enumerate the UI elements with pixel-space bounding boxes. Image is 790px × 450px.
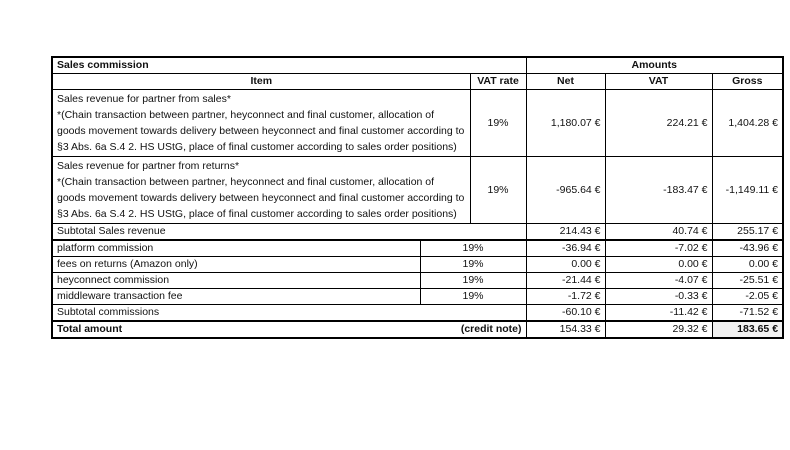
item-note: *(Chain transaction between partner, heyconnect and final customer, allocation of goods movement towards delivery between heyconnect and final customer according to §3 Abs. 6a S.4 2. HS UStG, place of final customer according to sales order positions) [57, 176, 465, 220]
item-title: Sales revenue for partner from sales* [57, 93, 231, 105]
table-row [52, 257, 783, 273]
vat-cell: -7.02 € [605, 240, 712, 257]
table-row [52, 289, 783, 305]
net-cell: 154.33 € [526, 321, 605, 338]
header-net: Net [526, 74, 605, 90]
vat-rate-cell: 19% [420, 257, 526, 273]
item-cell: middleware transaction fee [52, 289, 420, 305]
net-cell: -36.94 € [526, 240, 605, 257]
vat-cell: -11.42 € [605, 305, 712, 322]
item-cell: heyconnect commission [52, 273, 420, 289]
item-cell: fees on returns (Amazon only) [52, 257, 420, 273]
header-gross: Gross [712, 74, 783, 90]
header-vat: VAT [605, 74, 712, 90]
vat-cell: 224.21 € [605, 90, 712, 157]
net-cell: -965.64 € [526, 157, 605, 224]
vat-cell: 0.00 € [605, 257, 712, 273]
total-label: Total amount [57, 323, 123, 335]
header-vat-rate: VAT rate [470, 74, 526, 90]
net-cell: 1,180.07 € [526, 90, 605, 157]
table-row [52, 273, 783, 289]
vat-cell: 40.74 € [605, 224, 712, 241]
vat-rate-cell: 19% [420, 289, 526, 305]
gross-cell: -2.05 € [712, 289, 783, 305]
gross-cell: 1,404.28 € [712, 90, 783, 157]
subtotal-label: Subtotal Sales revenue [52, 224, 470, 241]
sales-commission-table [51, 56, 784, 339]
vat-rate-cell: 19% [470, 90, 526, 157]
net-cell: -60.10 € [526, 305, 605, 322]
amounts-label: Amounts [526, 57, 783, 74]
net-cell: 0.00 € [526, 257, 605, 273]
empty-cell [470, 224, 526, 241]
table-row-returns [52, 157, 783, 224]
total-label-cell [52, 321, 526, 338]
header-item: Item [52, 74, 470, 90]
gross-cell: -1,149.11 € [712, 157, 783, 224]
gross-cell: -25.51 € [712, 273, 783, 289]
table-row [52, 240, 783, 257]
item-cell [52, 157, 470, 224]
gross-cell: -71.52 € [712, 305, 783, 322]
header-row [52, 74, 783, 90]
total-gross-cell: 183.65 € [712, 321, 783, 338]
credit-note-label: (credit note) [460, 323, 522, 335]
vat-cell: -0.33 € [605, 289, 712, 305]
title-row [52, 57, 783, 74]
gross-cell: -43.96 € [712, 240, 783, 257]
gross-cell: 0.00 € [712, 257, 783, 273]
net-cell: -21.44 € [526, 273, 605, 289]
subtotal-commissions-row [52, 305, 783, 322]
table-row-sales [52, 90, 783, 157]
gross-cell: 255.17 € [712, 224, 783, 241]
subtotal-label: Subtotal commissions [52, 305, 470, 322]
vat-rate-cell: 19% [420, 273, 526, 289]
net-cell: 214.43 € [526, 224, 605, 241]
vat-cell: -183.47 € [605, 157, 712, 224]
item-note: *(Chain transaction between partner, heyconnect and final customer, allocation of goods movement towards delivery between heyconnect and final customer according to §3 Abs. 6a S.4 2. HS UStG, place of final customer according to sales order positions) [57, 109, 465, 153]
vat-cell: -4.07 € [605, 273, 712, 289]
vat-cell: 29.32 € [605, 321, 712, 338]
vat-rate-cell: 19% [470, 157, 526, 224]
net-cell: -1.72 € [526, 289, 605, 305]
item-cell: platform commission [52, 240, 420, 257]
empty-cell [470, 305, 526, 322]
vat-rate-cell: 19% [420, 240, 526, 257]
item-cell [52, 90, 470, 157]
item-title: Sales revenue for partner from returns* [57, 160, 240, 172]
subtotal-sales-row [52, 224, 783, 241]
total-row [52, 321, 783, 338]
table-title: Sales commission [52, 57, 526, 74]
